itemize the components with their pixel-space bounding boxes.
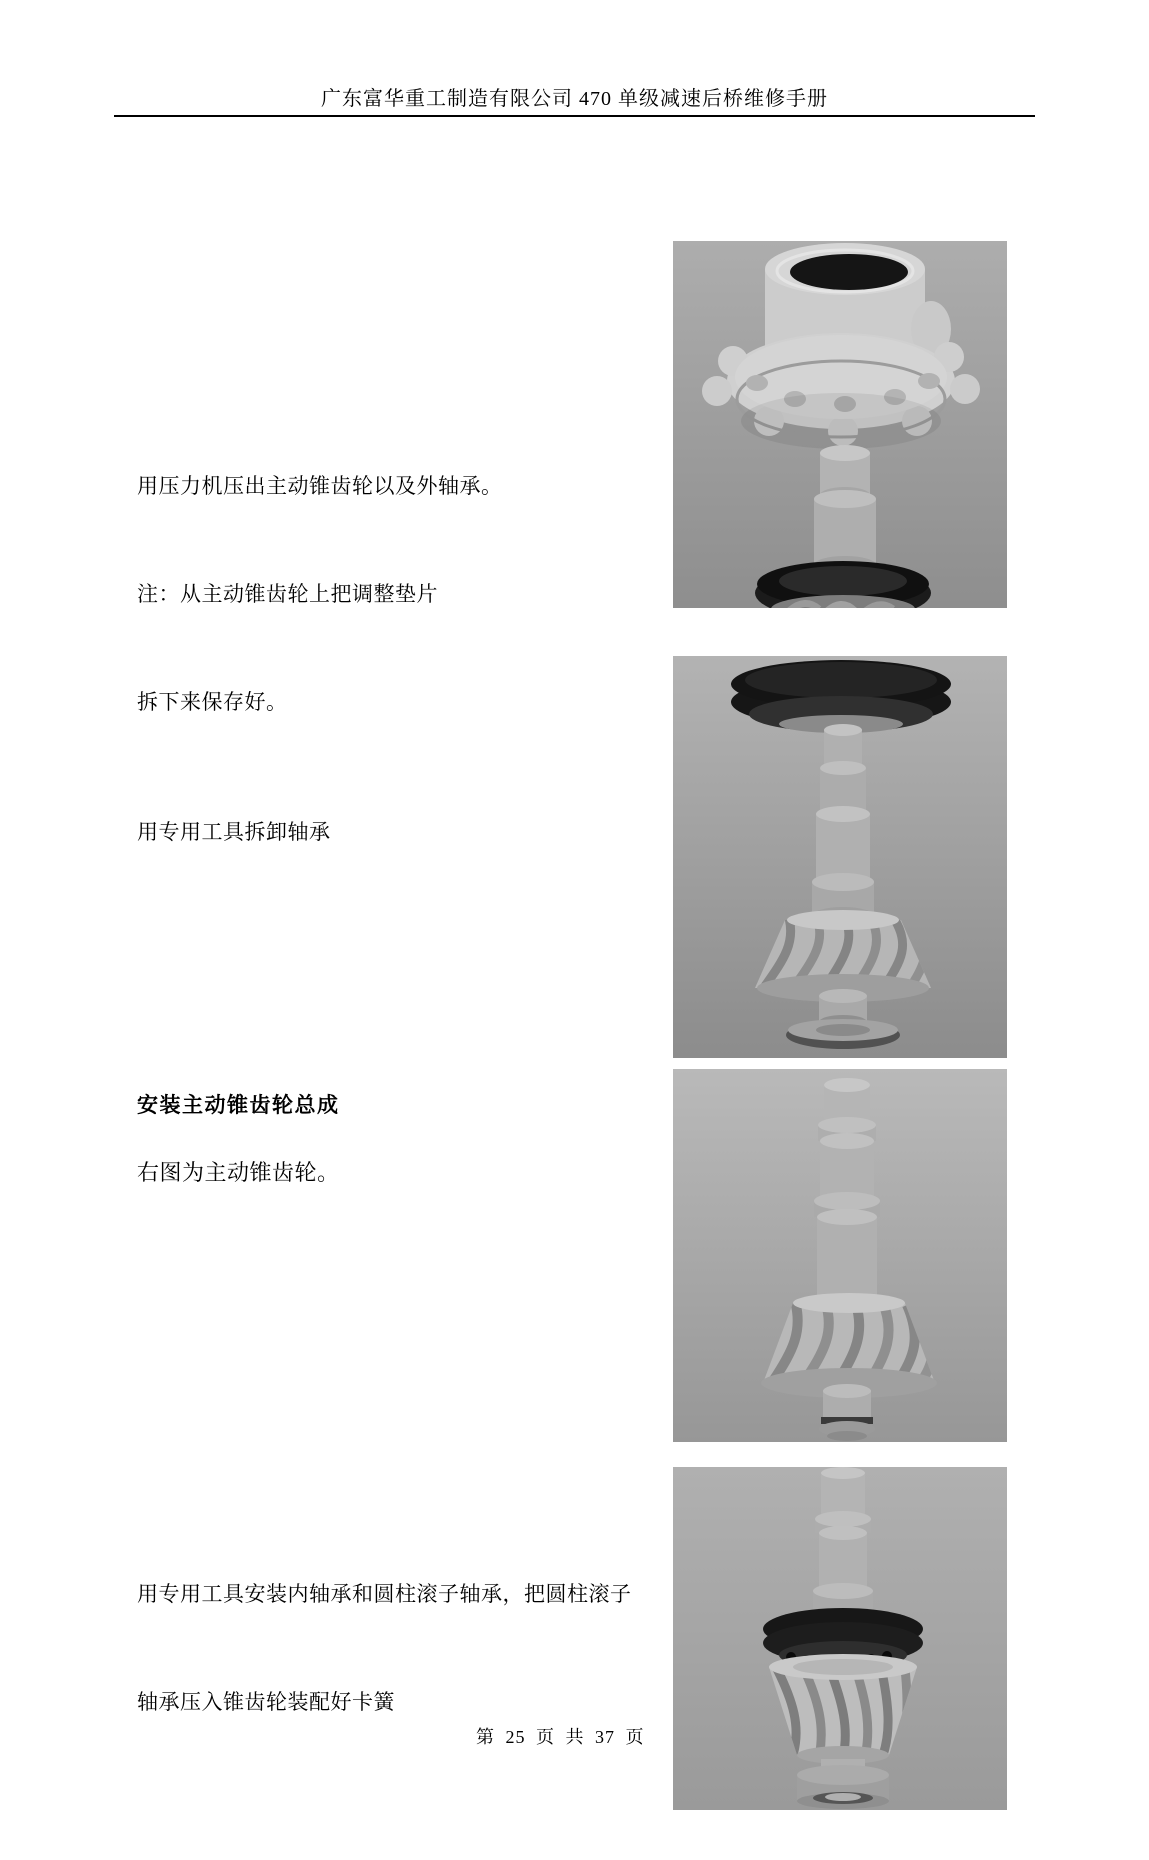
figure-remove-bearing-image: [673, 656, 1007, 1058]
remove-bearing-line-1: 用专用工具拆卸轴承: [137, 820, 331, 844]
figure-install-bearings-image: [673, 1467, 1007, 1810]
page-number-indicator: 第 25 页 共 37 页: [476, 1727, 645, 1747]
press-out-render: [673, 241, 1007, 608]
install-bearings-line-1: 用专用工具安装内轴承和圆柱滚子轴承，把圆柱滚子: [137, 1582, 632, 1606]
page-header-title: 广东富华重工制造有限公司 470 单级减速后桥维修手册: [321, 88, 828, 110]
drive-pinion-render: [673, 1069, 1007, 1442]
header-rule: [114, 115, 1035, 117]
pinion-shaft: [813, 1467, 873, 1611]
figure-drive-pinion-image: [673, 1069, 1007, 1442]
washer-ring: [786, 1019, 900, 1049]
press-out-paragraph: [137, 396, 503, 792]
press-out-line-1: 用压力机压出主动锥齿轮以及外轴承。: [137, 474, 503, 498]
press-out-line-3: 拆下来保存好。: [137, 690, 288, 714]
bearing-ring: [731, 660, 951, 733]
remove-bearing-paragraph: [137, 742, 331, 922]
install-bearings-line-2: 轴承压入锥齿轮装配好卡簧: [137, 1690, 395, 1714]
install-assembly-caption: 右图为主动锥齿轮。: [137, 1160, 340, 1185]
figure-press-out-pinion-image: [673, 241, 1007, 608]
press-out-line-2: 注：从主动锥齿轮上把调整垫片: [137, 582, 438, 606]
install-bearings-render: [673, 1467, 1007, 1810]
pilot-stub: [819, 1384, 875, 1441]
remove-bearing-render: [673, 656, 1007, 1058]
install-assembly-heading: 安装主动锥齿轮总成: [137, 1094, 340, 1117]
